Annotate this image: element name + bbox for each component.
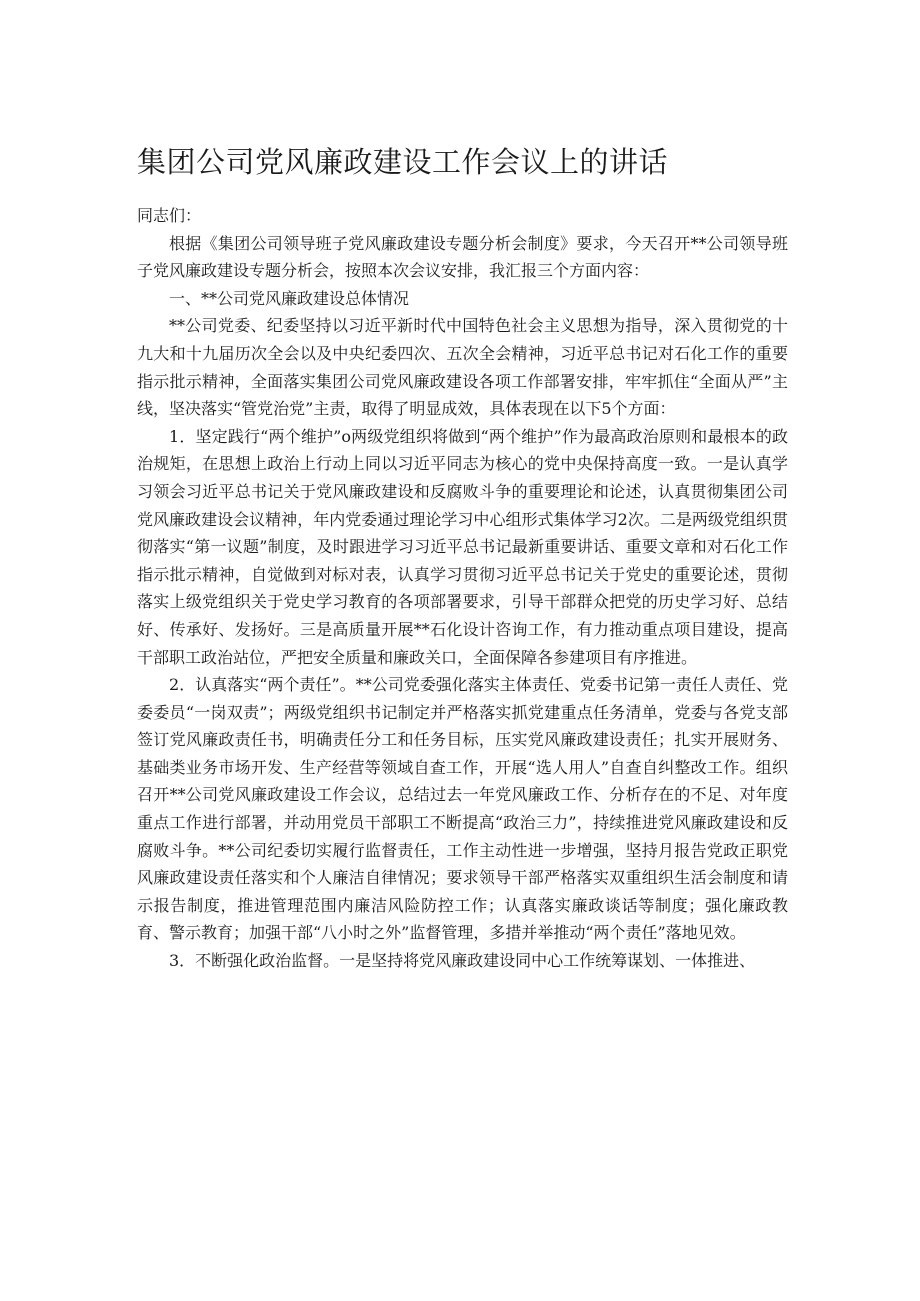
- paragraph-item-1: 1．坚定践行“两个维护”o两级党组织将做到“两个维护”作为最高政治原则和最根本的政治规矩，在思想上政治上行动上同以习近平同志为核心的党中央保持高度一致。一是认真学习领会习近平总书记关于党风廉政建设和反腐败斗争的重要理论和论述，认真贯彻集团公司党风廉政建设会议精神，年内党委通过理论学习中心组形式集体学习2次。二是两级党组织贯彻落实“第一议题”制度，及时跟进学习习近平总书记最新重要讲话、重要文章和对石化工作指示批示精神，自觉做到对标对表，认真学习贯彻习近平总书记关于党史的重要论述，贯彻落实上级党组织关于党史学习教育的各项部署要求，引导干部群众把党的历史学习好、总结好、传承好、发扬好。三是高质量开展**石化设计咨询工作，有力推动重点项目建设，提高干部职工政治站位，严把安全质量和廉政关口，全面保障各参建项目有序推进。: [137, 426, 788, 667]
- paragraph-overview: **公司党委、纪委坚持以习近平新时代中国特色社会主义思想为指导，深入贯彻党的十九大和十九届历次全会以及中央纪委四次、五次全会精神，习近平总书记对石化工作的重要指示批示精神，全面落实集团公司党风廉政建设各项工作部署安排，牢牢抓住“全面从严”主线，坚决落实“管党治党”主责，取得了明显成效，具体表现在以下5个方面：: [137, 316, 788, 419]
- paragraph-intro: 根据《集团公司领导班子党风廉政建设专题分析会制度》要求，今天召开**公司领导班子党风廉政建设专题分析会，按照本次会议安排，我汇报三个方面内容：: [137, 233, 788, 281]
- section-heading-1: 一、**公司党风廉政建设总体情况: [169, 288, 410, 308]
- document-body: [137, 202, 788, 975]
- paragraph-item-3: 3．不断强化政治监督。一是坚持将党风廉政建设同中心工作统筹谋划、一体推进、: [169, 951, 756, 971]
- document-title: 集团公司党风廉政建设工作会议上的讲话: [137, 145, 669, 179]
- salutation: 同志们：: [137, 206, 202, 225]
- paragraph-item-2: 2．认真落实“两个责任”。**公司党委强化落实主体责任、党委书记第一责任人责任、党委委员“一岗双责”；两级党组织书记制定并严格落实抓党建重点任务清单，党委与各党支部签订党风廉政责任书，明确责任分工和任务目标，压实党风廉政建设责任；扎实开展财务、基础类业务市场开发、生产经营等领域自查工作，开展“选人用人”自查自纠整改工作。组织召开**公司党风廉政建设工作会议，总结过去一年党风廉政工作、分析存在的不足、对年度重点工作进行部署，并动用党员干部职工不断提高“政治三力”，持续推进党风廉政建设和反腐败斗争。**公司纪委切实履行监督责任，工作主动性进一步增强，坚持月报告党政正职党风廉政建设责任落实和个人廉洁自律情况；要求领导干部严格落实双重组织生活会制度和请示报告制度，推进管理范围内廉洁风险防控工作；认真落实廉政谈话等制度；强化廉政教育、警示教育；加强干部“八小时之外”监督管理，多措并举推动“两个责任”落地见效。: [137, 675, 788, 943]
